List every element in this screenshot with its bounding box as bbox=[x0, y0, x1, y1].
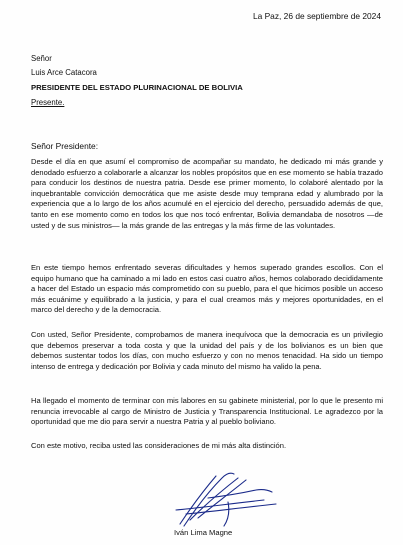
salutation: Señor Presidente: bbox=[31, 141, 99, 151]
signatory-name: Iván Lima Magne bbox=[174, 528, 233, 537]
recipient-title: PRESIDENTE DEL ESTADO PLURINACIONAL DE BOLIVIA bbox=[31, 83, 243, 92]
recipient-honorific: Señor bbox=[31, 54, 52, 63]
paragraph-4: Ha llegado el momento de terminar con mis labores en su gabinete ministerial, por lo que le presento mi renuncia irrevocable al cargo de Ministro de Justicia y Transparencia Institucional. Le agradezco por la oportunidad que me dio para servir a nuestra Patria y al pueblo boliviano. bbox=[31, 396, 383, 427]
letter-date: La Paz, 26 de septiembre de 2024 bbox=[252, 11, 381, 21]
handwritten-signature bbox=[168, 468, 288, 530]
paragraph-3: Con usted, Señor Presidente, comprobamos de manera inequívoca que la democracia es un privilegio que debemos preservar a toda costa y que la unidad del país y de los bolivianos es un bien que debemos sustentar todos los días, con mucho esfuerzo y con no menos tenacidad. Ha sido un tiempo intenso de entrega y dedicación por Bolivia y cada minuto del mismo ha valido la pena. bbox=[31, 330, 383, 371]
paragraph-1: Desde el día en que asumí el compromiso de acompañar su mandato, he dedicado mi más grande y denodado esfuerzo a colaborarle a alcanzar los nobles propósitos que en ese momento se había trazado para conducir los destinos de nuestra patria. Desde ese primer momento, lo colaboré alentado por la inquebrantable convicción democrática que me asiste desde muy temprana edad y alumbrado por la experiencia que a lo largo de los años acumulé en el ejercicio del derecho, persuadido además de que, tanto en ese momento como en todos los que nos tocó enfrentar, Bolivia demandaba de nosotros —de usted y de sus ministros— la más grande de las entregas y la más firme de las voluntades. bbox=[31, 157, 383, 230]
recipient-present: Presente. bbox=[31, 98, 65, 107]
recipient-name: Luis Arce Catacora bbox=[31, 68, 97, 77]
paragraph-2: En este tiempo hemos enfrentado severas dificultades y hemos superado grandes escollos. Con el equipo humano que ha caminado a mi lado en estos casi cuatro años, hemos colaborado decididamente a hacer del Estado un espacio más comprometido con su pueblo, para el que hicimos posible un acceso más ecuánime y equilibrado a la justicia, y para el cual creamos más y mejores oportunidades, en el marco del derecho y de la democracia. bbox=[31, 263, 383, 315]
paragraph-5: Con este motivo, reciba usted las consideraciones de mi más alta distinción. bbox=[31, 441, 287, 450]
